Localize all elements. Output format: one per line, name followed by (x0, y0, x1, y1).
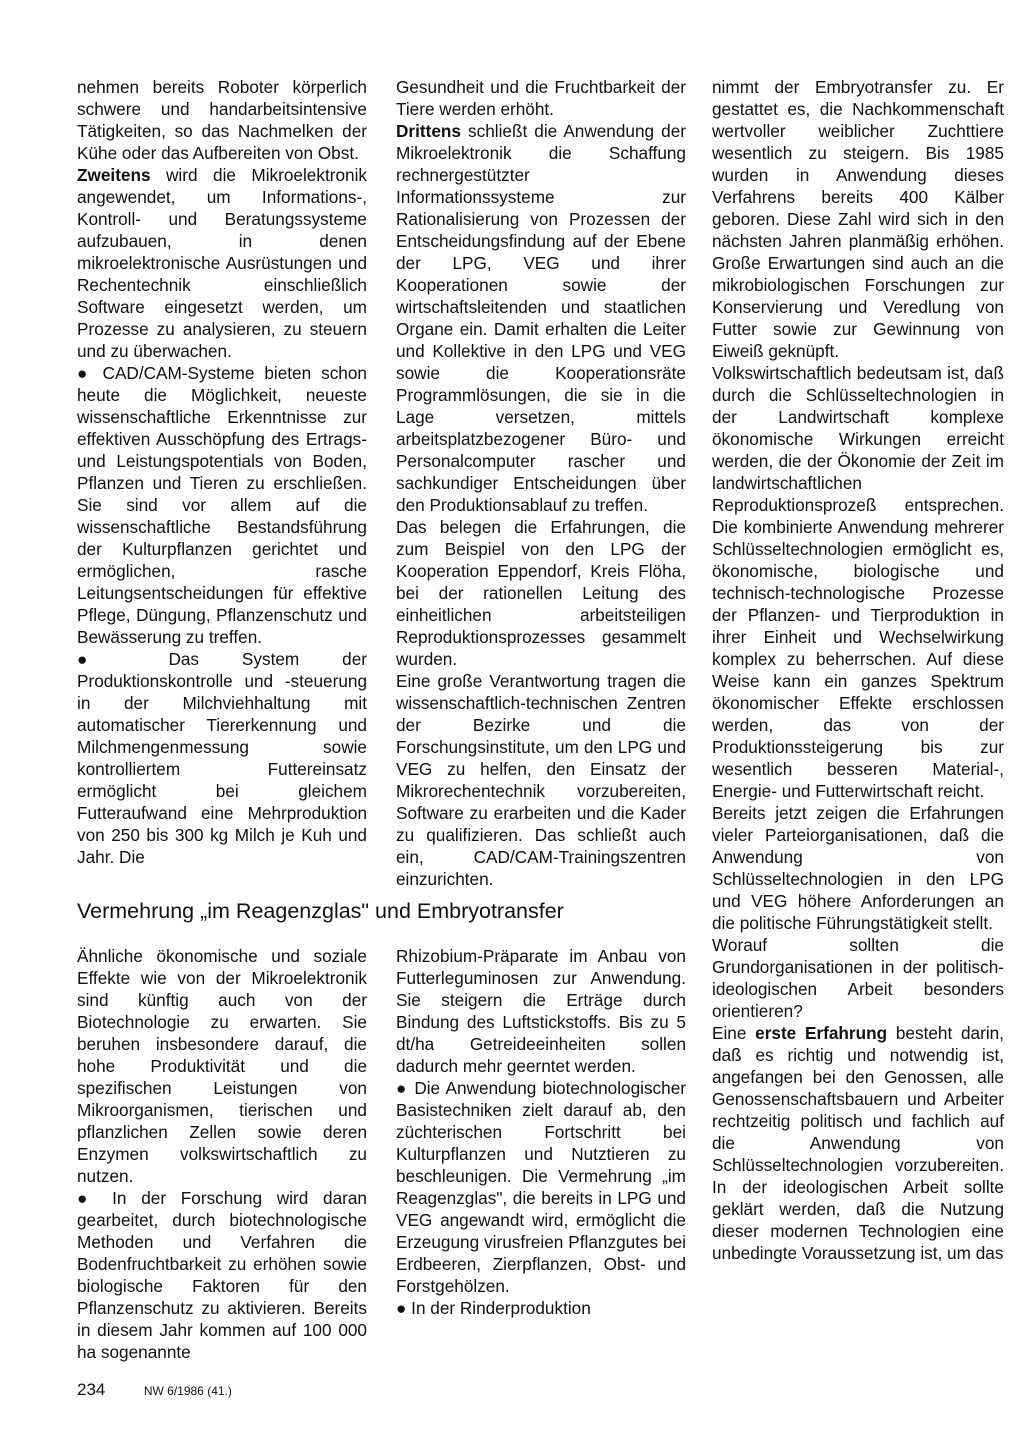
bullet-item-forschung: ● In der Forschung wird daran gearbeitet, durch biotechnologische Methoden und Verfahren die Bodenfruchtbarkeit zu erhöhen sowie biologische Faktoren für den Pflanzenschutz zu aktivieren. Bereits in diesem Jahr kommen auf 100 000 ha sogenannte (77, 1187, 367, 1363)
bullet-item-biotechnologie: ● Die Anwendung biotechnologischer Basistechniken zielt darauf ab, den züchterischen Fortschritt bei Kulturpflanzen und Nutztieren zu beschleunigen. Die Vermehrung „im Reagenzglas", die bereits in LPG und VEG angewandt wird, ermöglicht die Erzeugung virusfreien Pflanzgutes bei Erdbeeren, Zierpflanzen, Obst- und Forstgehölzen. (396, 1077, 686, 1297)
column-1-top (77, 76, 367, 868)
paragraph: Eine große Verantwortung tragen die wissenschaftlich-technischen Zentren der Bezirke und die Forschungsinstitute, um den LPG und VEG zu helfen, den Einsatz der Mikrorechentechnik vorzubereiten, Software zu erarbeiten und die Kader zu qualifizieren. Das schließt auch ein, CAD/CAM-Trainingszentren einzurichten. (396, 671, 686, 889)
paragraph: nehmen bereits Roboter körperlich schwere und handarbeitsintensive Tätigkeiten, so das Nachmelken der Kühe oder das Aufbereiten von Obst. (77, 77, 367, 163)
column-2-top (396, 76, 686, 890)
paragraph: Eine erste Erfahrung besteht darin, daß es richtig und notwendig ist, angefangen bei den Genossen, alle Genossenschaftsbauern und Arbeiter rechtzeitig politisch und fachlich auf die Anwendung von Schlüsseltechnologien vorzubereiten. In der ideologischen Arbeit sollte geklärt werden, daß die Nutzung dieser modernen Technologien eine unbedingte Voraussetzung ist, um das (712, 1023, 1004, 1263)
bullet-item-milchvieh: ● Das System der Produktionskontrolle und -steuerung in der Milchviehhaltung mit automatischer Tiererkennung und Milchmengenmessung sowie kontrolliertem Futtereinsatz ermöglicht bei gleichem Futteraufwand eine Mehrproduktion von 250 bis 300 kg Milch je Kuh und Jahr. Die (77, 648, 367, 868)
column-3 (712, 76, 1004, 1264)
section-heading: Vermehrung „im Reagenzglas" und Embryotransfer (77, 899, 564, 923)
emphasis-drittens: Drittens (396, 121, 461, 141)
paragraph: Volkswirtschaftlich bedeutsam ist, daß durch die Schlüsseltechnologien in der Landwirtschaft komplexe ökonomische Wirkungen erreicht werden, die der Ökonomie der Zeit im landwirtschaftlichen Reproduktionsprozeß entsprechen. Die kombinierte Anwendung mehrerer Schlüsseltechnologien ermöglicht es, ökonomische, biologische und technisch-technologische Prozesse der Pflanzen- und Tierproduktion in ihrer Einheit und Wechselwirkung komplex zu beherrschen. Auf diese Weise kann ein ganzes Spektrum ökonomischer Effekte erschlossen werden, das von der Produktionssteigerung bis zur wesentlich besseren Material-, Energie- und Futterwirtschaft reicht. (712, 363, 1004, 801)
bullet-item-cad-cam: ● CAD/CAM-Systeme bieten schon heute die Möglichkeit, neueste wissenschaftliche Erkenntnisse zur effektiven Ausschöpfung des Ertrags- und Leistungspotentials von Boden, Pflanzen und Tieren zu erschließen. Sie sind vor allem auf die wissenschaftliche Bestandsführung der Kulturpflanzen gerichtet und ermöglichen, rasche Leitungsentscheidungen für effektive Pflege, Düngung, Pflanzenschutz und Bewässerung zu treffen. (77, 362, 367, 648)
journal-reference: NW 6/1986 (41.) (143, 1384, 232, 1398)
paragraph: Ähnliche ökonomische und soziale Effekte wie von der Mikroelektronik sind künftig auch von der Biotechnologie zu erwarten. Sie beruhen insbesondere darauf, die hohe Produktivität und die spezifischen Leistungen von Mikroorganismen, tierischen und pflanzlichen Zellen sowie deren Enzymen volkswirtschaftlich zu nutzen. (77, 946, 367, 1186)
paragraph: Bereits jetzt zeigen die Erfahrungen vieler Parteiorganisationen, daß die Anwendung von Schlüsseltechnologien in den LPG und VEG höhere Anforderungen an die politische Führungstätigkeit stellt. (712, 803, 1004, 933)
bullet-item-rinderproduktion: ● In der Rinderproduktion (396, 1297, 686, 1319)
paragraph: Rhizobium-Präparate im Anbau von Futterleguminosen zur Anwendung. Sie steigern die Erträge durch Bindung des Luftstickstoffs. Bis zu 5 dt/ha Getreideeinheiten sollen dadurch mehr geerntet werden. (396, 946, 686, 1076)
paragraph: Das belegen die Erfahrungen, die zum Beispiel von den LPG der Kooperation Eppendorf, Kreis Flöha, bei der rationellen Leitung des einheitlichen arbeitsteiligen Reproduktionsprozesses gesammelt wurden. (396, 517, 686, 669)
emphasis-zweitens: Zweitens (77, 165, 151, 185)
paragraph: nimmt der Embryotransfer zu. Er gestattet es, die Nachkommenschaft wertvoller weiblicher Zuchttiere wesentlich zu steigern. Bis 1985 wurden in Anwendung dieses Verfahrens bereits 400 Kälber geboren. Diese Zahl wird sich in den nächsten Jahren planmäßig erhöhen. Große Erwartungen sind auch an die mikrobiologischen Forschungen zur Konservierung und Veredlung von Futter sowie zur Gewinnung von Eiweiß geknüpft. (712, 77, 1004, 361)
paragraph: Gesundheit und die Fruchtbarkeit der Tiere werden erhöht. (396, 77, 686, 119)
paragraph: Worauf sollten die Grundorganisationen in der politisch-ideologischen Arbeit besonders orientieren? (712, 935, 1004, 1021)
column-2-bottom (396, 945, 686, 1319)
paragraph: Zweitens wird die Mikroelektronik angewendet, um Informations-, Kontroll- und Beratungssysteme aufzubauen, in denen mikroelektronische Ausrüstungen und Rechentechnik einschließlich Software eingesetzt werden, um Prozesse zu analysieren, zu steuern und zu überwachen. (77, 165, 367, 361)
column-1-bottom (77, 945, 367, 1363)
page-number: 234 (77, 1380, 106, 1399)
paragraph: Drittens schließt die Anwendung der Mikroelektronik die Schaffung rechnergestützter Informationssysteme zur Rationalisierung von Prozessen der Entscheidungsfindung auf der Ebene der LPG, VEG und ihrer Kooperationen sowie der wirtschaftsleitenden und staatlichen Organe ein. Damit erhalten die Leiter und Kollektive in den LPG und VEG sowie die Kooperationsräte Programmlösungen, die sie in die Lage versetzen, mittels arbeitsplatzbezogener Büro- und Personalcomputer rascher und sachkundiger Entscheidungen über den Produktionsablauf zu treffen. (396, 121, 686, 515)
page-footer (77, 1380, 232, 1400)
emphasis-erste-erfahrung: erste Erfahrung (755, 1023, 888, 1043)
